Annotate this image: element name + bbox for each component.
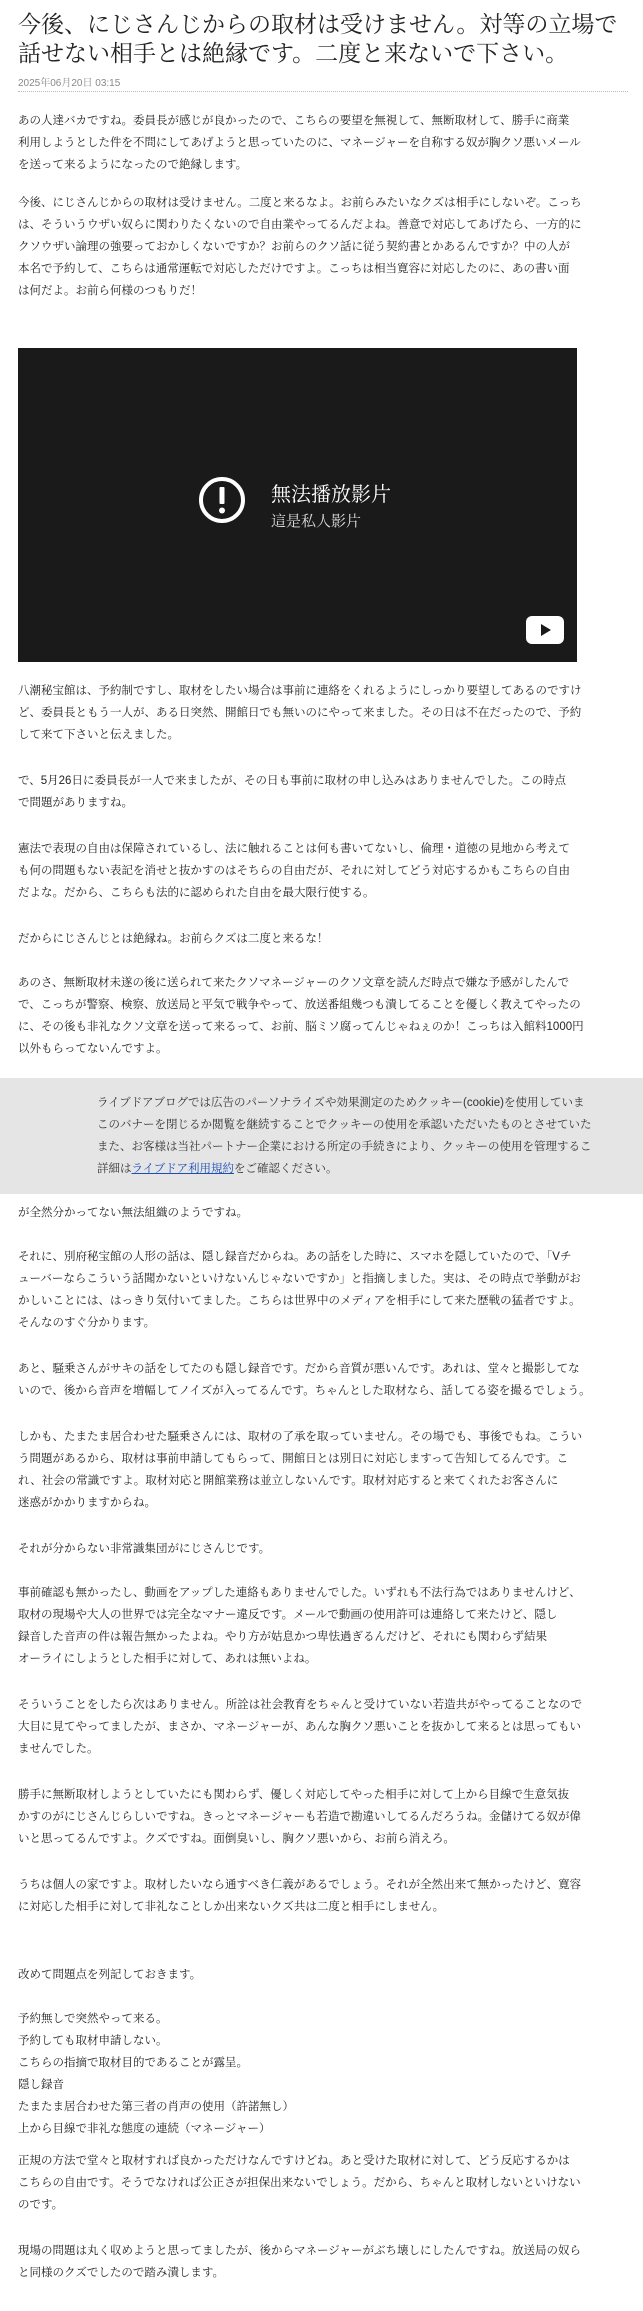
cookie-banner-line [97,1158,643,1180]
cookie-banner-prefix: 詳細は [97,1163,132,1175]
paragraph: 事前確認も無かったし、動画をアップした連絡もありませんでした。いずれも不法行為ではありませんけど、 取材の現場や大人の世界では完全なマナー違反です。メールで動画の使用許可は連絡して来たけど、隠し 録音した音声の件は報告無かったよね。やり方が姑息かつ卑怯過ぎるんだけど、それにも関わらず結果 オーライにしようとした相手に対して、あれは無いよね。 [18,1587,581,1665]
paragraph: しかも、たまたま居合わせた騒乗さんには、取材の了承を取っていません。その場でも、事後でもね。こうい う問題があるから、取材は事前申請してもらって、開館日とは別日に対応しますって告知してるんです。こ れ、社会の常識ですよ。取材対応と開館業務は並立しないんです。取材対応すると来てくれたお客さんに 迷惑がかかりますからね。 [18,1431,583,1509]
article-date: 2025年06月20日 03:15 [18,78,121,89]
cookie-banner-text [97,1092,643,1180]
video-error-title: 無法播放影片 [271,484,391,506]
cookie-banner-line: ライブドアブログでは広告のパーソナライズや効果測定のためクッキー(cookie)を使用していま [97,1097,585,1109]
paragraph: だからにじさんじとは絶縁ね。お前らクズは二度と来るな！ [18,933,329,945]
paragraph: 憲法で表現の自由は保障されているし、法に触れることは何も書いてないし、倫理・道徳の見地から考えて も何の問題もない表記を消せと抜かすのはそちらの自由だが、それに対してどう対応するかもこちらの自由 だよな。だから、こちらも法的に認められた自由を最大限行使する。 [18,843,570,899]
paragraph: あと、騒乗さんがサキの話をしてたのも隠し録音です。だから音質が悪いんです。あれは、堂々と撮影してな いので、後から音声を増幅してノイズが入ってるんです。ちゃんとした取材なら、話してる姿を撮るでしょう。 [18,1363,591,1397]
alert-circle-icon [198,476,246,524]
video-error-subtitle: 這是私人影片 [271,513,362,530]
paragraph: そういうことをしたら次はありません。所詮は社会教育をちゃんと受けていない若造共がやってることなので 大目に見てやってましたが、まさか、マネージャーが、あんな胸クソ悪いことを抜かして来るとは思ってもい ませんでした。 [18,1699,583,1755]
problem-list: 予約無しで突然やって来る。 予約しても取材申請しない。 こちらの指摘で取材目的であることが露呈。 隠し録音 たまたま居合わせた第三者の肖声の使用（許諾無し） 上から目線で非礼な態度の連続（マネージャー） [18,2013,294,2135]
paragraph: 現場の問題は丸く収めようと思ってましたが、後からマネージャーがぶち壊しにしたんですね。放送局の奴ら と同様のクズでしたので踏み潰します。 [18,2245,582,2279]
paragraph: あのさ、無断取材未遂の後に送られて来たクソマネージャーのクソ文章を読んだ時点で嫌な予感がしたんで で、こっちが警察、検察、放送局と平気で戦争やって、放送番組幾つも潰してることを優しく教えてやったの に、その後も非礼なクソ文章を送って来るって、お前、脳ミソ腐ってんじゃねぇのか！こっちは入館料1000円 以外もらってないんですよ。 [18,977,584,1055]
paragraph: あの人達バカですね。委員長が感じが良かったので、こちらの要望を無視して、無断取材して、勝手に商業 利用しようとした件を不問にしてあげようと思っていたのに、マネージャーを自称する奴が胸クソ悪いメール を送って来るようになったので絶縁します。 [18,115,581,171]
paragraph: うちは個人の家ですよ。取材したいなら通すべき仁義があるでしょう。それが全然出来て無かったけど、寛容 に対応した相手に対して非礼なことしか出来ないクズ共は二度と相手にしません。 [18,1879,582,1913]
title-divider [18,91,628,92]
paragraph: 正規の方法で堂々と取材すれば良かっただけなんですけどね。あと受けた取材に対して、どう反応するかは こちらの自由です。そうでなければ公正さが担保出来ないでしょう。だから、ちゃんと取材しないといけない のです。 [18,2155,581,2211]
cookie-banner-line: また、お客様は当社パートナー企業における所定の手続きにより、クッキーの使用を管理するこ [97,1141,592,1153]
cookie-banner-suffix: をご確認ください。 [233,1163,338,1175]
embedded-video-player[interactable] [18,348,577,662]
paragraph: で、5月26日に委員長が一人で来ましたが、その日も事前に取材の申し込みはありませんでした。この時点 で問題がありますね。 [18,775,566,809]
terms-of-use-link[interactable]: ライブドア利用規約 [131,1163,234,1175]
cookie-banner-line: このバナーを閉じるか閲覧を継続することでクッキーの使用を承認いただいたものとさせていた [97,1119,592,1131]
cookie-consent-banner[interactable] [0,1078,643,1194]
paragraph: それに、別府秘宝館の人形の話は、隠し録音だからね。あの話をした時に、スマホを隠していたので、「Vチ ューバーならこういう話聞かないといけないんじゃないですか」と指摘しました。実は、その時点で挙動がお かしいことには、はっきり気付いてました。こちらは世界中のメディアを相手にして来た歴戦の猛者ですよ。 そんなのすぐ分かります。 [18,1251,581,1329]
paragraph: 勝手に無断取材しようとしていたにも関わらず、優しく対応してやった相手に対して上から目線で生意気抜 かすのがにじさんじらしいですね。きっとマネージャーも若造で勘違いしてるんだろうね。金儲けてる奴が偉 いと思ってるんですよ。クズですね。面倒臭いし、胸クソ悪いから、お前ら消えろ。 [18,1789,582,1845]
paragraph: 改めて問題点を列記しておきます。 [18,1969,202,1981]
youtube-logo-icon[interactable] [526,616,564,644]
paragraph: 今後、にじさんじからの取材は受けません。二度と来るなよ。お前らみたいなクズは相手にしないぞ。こっち は、そういうウザい奴らに関わりたくないので自由業やってるんだよね。善意で対応してあげたら、一方的に クソウザい論理の強要っておかしくないですか？お前らのクソ話に従う契約書とかあるんですか？中の人が 本名で予約して、こちらは通常運転で対応しただけですよ。こっちは相当寛容に対応したのに、あの書い面 は何だよ。お前ら何様のつもりだ！ [18,197,582,297]
paragraph: が全然分かってない無法組織のようですね。 [18,1207,248,1219]
paragraph: 八潮秘宝館は、予約制ですし、取材をしたい場合は事前に連絡をくれるようにしっかり要望してあるのですけ ど、委員長ともう一人が、ある日突然、開館日でも無いのにやって来ました。その日は不在だったので、予約 して来て下さいと伝えました。 [18,685,582,741]
article-title: 今後、にじさんじからの取材は受けません。対等の立場で話せない相手とは絶縁です。二度と来ないで下さい。 [18,12,618,66]
paragraph: それが分からない非常識集団がにじさんじです。 [18,1543,271,1555]
